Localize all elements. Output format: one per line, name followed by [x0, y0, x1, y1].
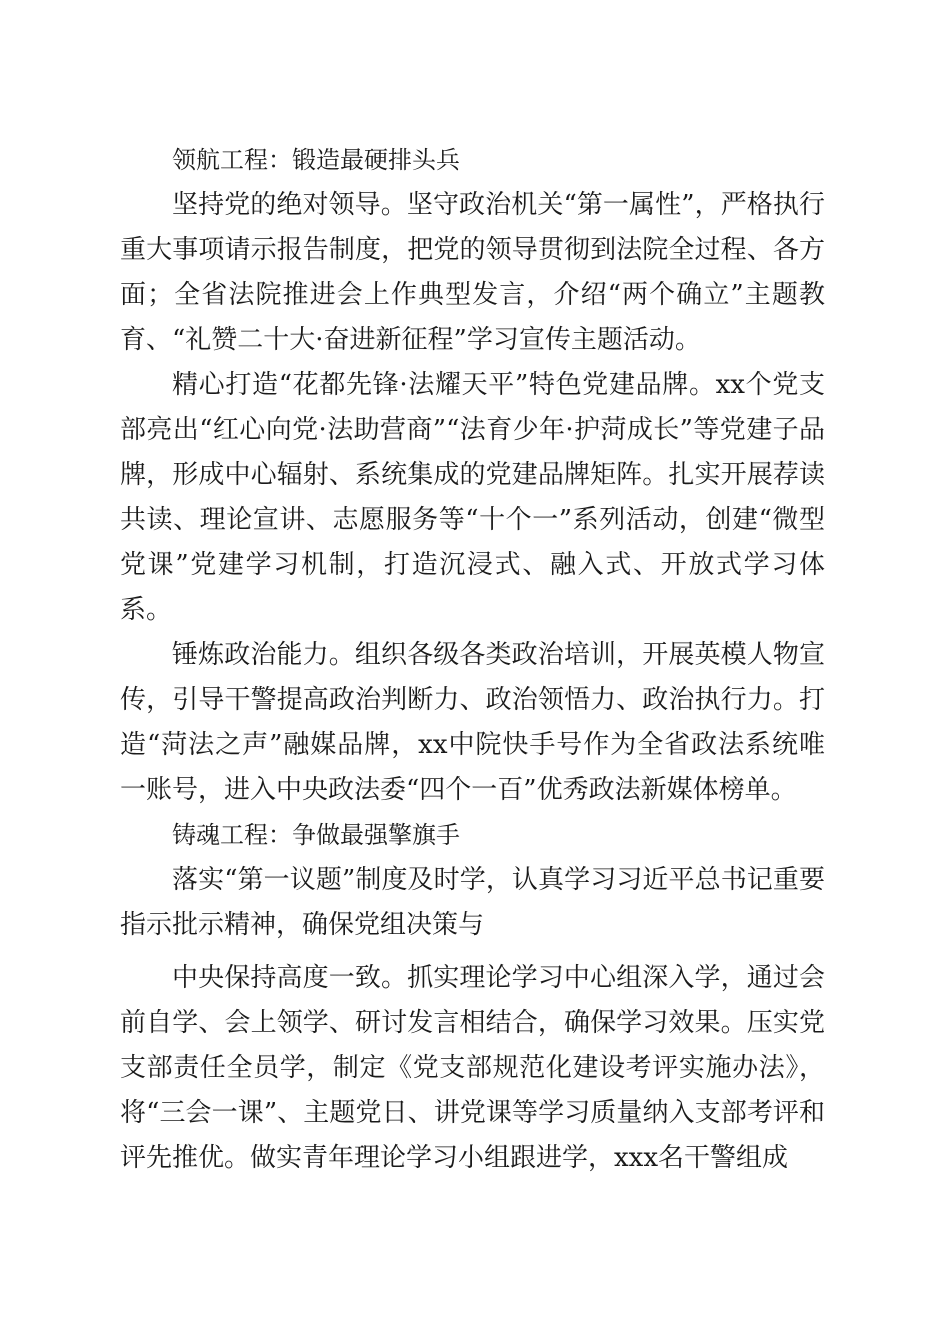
paragraph: 坚持党的绝对领导。坚守政治机关“第一属性”，严格执行重大事项请示报告制度，把党的领导贯彻到法院全过程、各方面；全省法院推进会上作典型发言，介绍“两个确立”主题教育、“礼赞二十大·奋进新征程”学习宣传主题活动。: [120, 190, 825, 355]
section-heading-soul: 铸魂工程：争做最强擎旗手: [172, 821, 460, 849]
paragraph: 落实“第一议题”制度及时学，认真学习习近平总书记重要指示批示精神，确保党组决策与: [120, 865, 825, 940]
paragraph: 中央保持高度一致。抓实理论学习中心组深入学，通过会前自学、会上领学、研讨发言相结合，确保学习效果。压实党支部责任全员学，制定《党支部规范化建设考评实施办法》，将“三会一课”、主题党日、讲党课等学习质量纳入支部考评和评先推优。做实青年理论学习小组跟进学，xxx名干警组成: [120, 963, 825, 1173]
paragraph: 锤炼政治能力。组织各级各类政治培训，开展英模人物宣传，引导干警提高政治判断力、政治领悟力、政治执行力。打造“菏法之声”融媒品牌，xx中院快手号作为全省政法系统唯一账号，进入中央政法委“四个一百”优秀政法新媒体榜单。: [120, 640, 825, 805]
document-body: [120, 138, 825, 1181]
paragraph: 精心打造“花都先锋·法耀天平”特色党建品牌。xx个党支部亮出“红心向党·法助营商”“法育少年·护菏成长”等党建子品牌，形成中心辐射、系统集成的党建品牌矩阵。扎实开展荐读共读、理论宣讲、志愿服务等“十个一”系列活动，创建“微型党课”党建学习机制，打造沉浸式、融入式、开放式学习体系。: [120, 370, 825, 625]
section-heading-lead: 领航工程：锻造最硬排头兵: [172, 146, 460, 174]
